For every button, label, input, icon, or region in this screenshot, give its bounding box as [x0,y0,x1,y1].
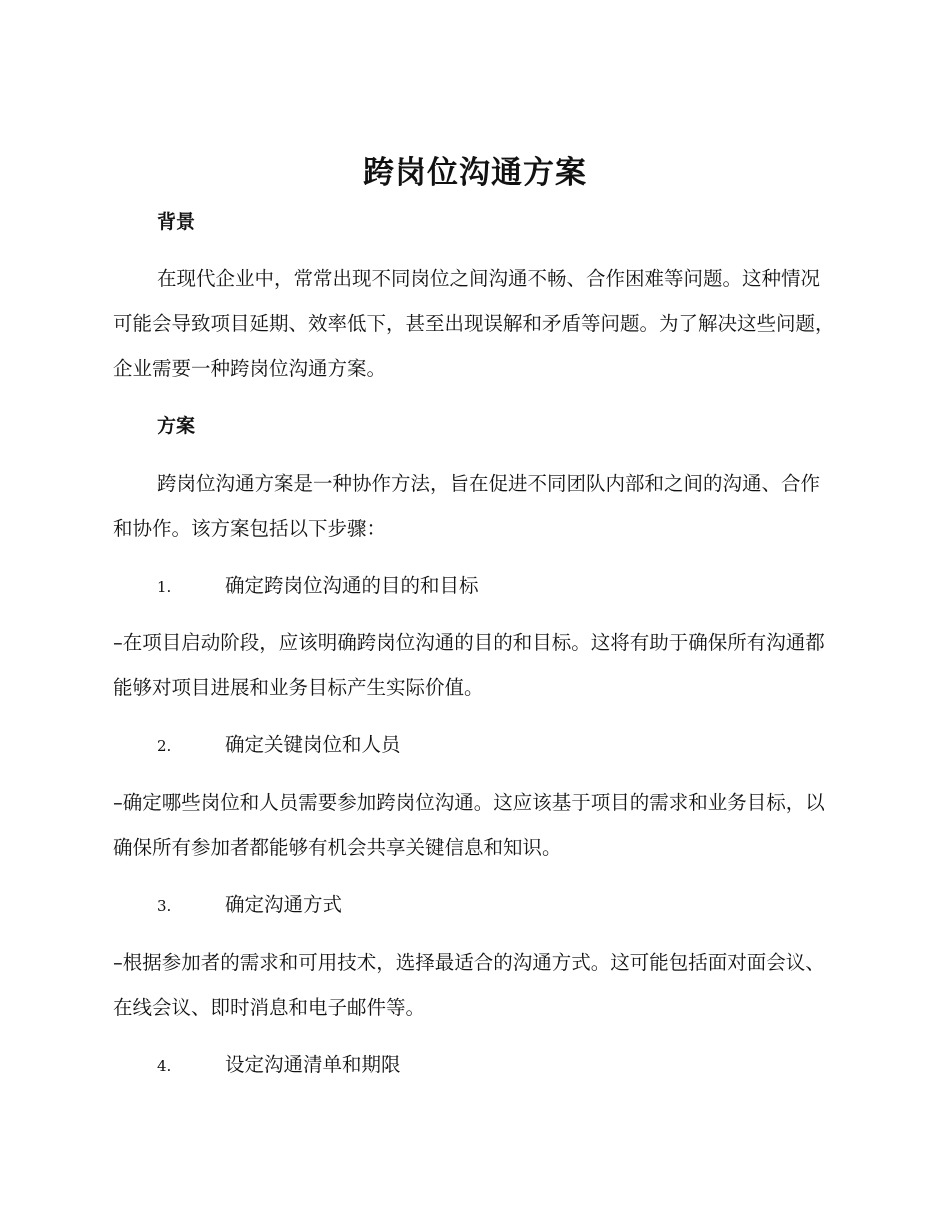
background-paragraph: 在现代企业中，常常出现不同岗位之间沟通不畅、合作困难等问题。这种情况可能会导致项目延期、效率低下，甚至出现误解和矛盾等问题。为了解决这些问题，企业需要一种跨岗位沟通方案。 [113,267,835,380]
document-title: 跨岗位沟通方案 [363,155,587,191]
step-number: 3. [157,897,172,915]
section-heading-plan: 方案 [157,415,196,437]
step-title: 确定沟通方式 [225,893,343,916]
step-title: 设定沟通清单和期限 [225,1053,401,1076]
step-number: 4. [157,1057,172,1075]
plan-paragraph: 跨岗位沟通方案是一种协作方法，旨在促进不同团队内部和之间的沟通、合作和协作。该方案包括以下步骤： [113,472,821,540]
step-detail-3: –根据参加者的需求和可用技术，选择最适合的沟通方式。这可能包括面对面会议、在线会议、即时消息和电子邮件等。 [113,951,825,1019]
step-number: 1. [157,578,172,596]
step-number: 2. [157,737,172,755]
step-detail-2: –确定哪些岗位和人员需要参加跨岗位沟通。这应该基于项目的需求和业务目标，以确保所有参加者都能够有机会共享关键信息和知识。 [113,791,825,859]
step-detail-1: –在项目启动阶段，应该明确跨岗位沟通的目的和目标。这将有助于确保所有沟通都能够对项目进展和业务目标产生实际价值。 [113,631,825,699]
step-title: 确定关键岗位和人员 [225,733,401,756]
section-heading-background: 背景 [157,211,196,233]
step-title: 确定跨岗位沟通的目的和目标 [225,574,479,597]
